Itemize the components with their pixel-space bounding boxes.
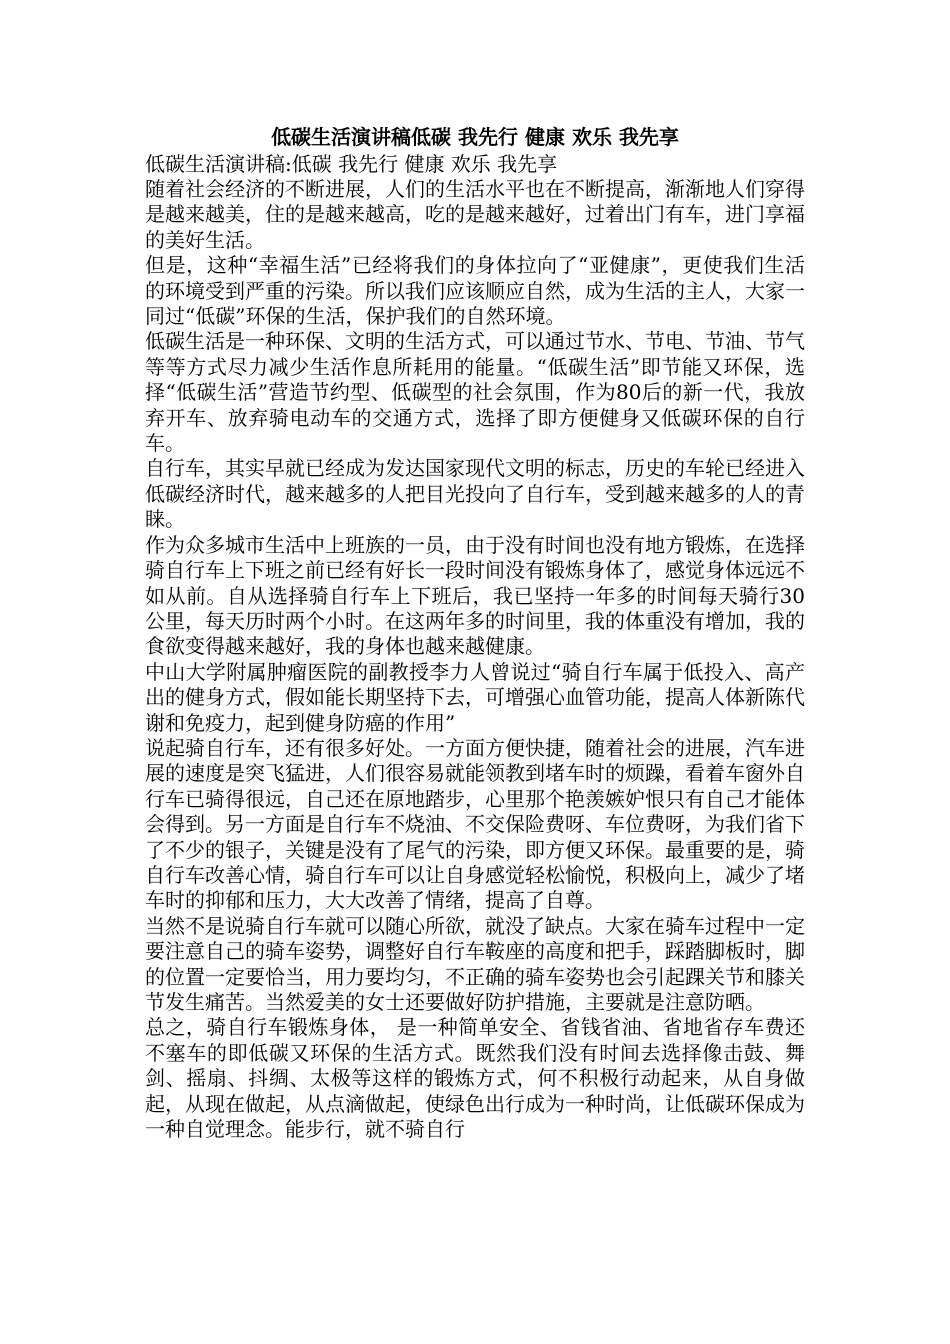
paragraph: 作为众多城市生活中上班族的一员，由于没有时间也没有地方锻炼，在选择骑自行车上下班之前已经有好长一段时间没有锻炼身体了，感觉身体远远不如从前。自从选择骑自行车上下班后，我已坚持一年多的时间每天骑行30公里，每天历时两个小时。在这两年多的时间里，我的体重没有增加，我的食欲变得越来越好，我的身体也越来越健康。 xyxy=(145,532,805,659)
paragraph: 说起骑自行车，还有很多好处。一方面方便快捷，随着社会的进展，汽车进展的速度是突飞猛进，人们很容易就能领教到堵车时的烦躁，看着车窗外自行车已骑得很远，自己还在原地踏步，心里那个艳羡嫉妒恨只有自己才能体会得到。另一方面是自行车不烧油、不交保险费呀、车位费呀，为我们省下了不少的银子，关键是没有了尾气的污染，即方便又环保。最重要的是，骑自行车改善心情，骑自行车可以让自身感觉轻松愉悦，积极向上，减少了堵车时的抑郁和压力，大大改善了情绪，提高了自尊。 xyxy=(145,735,805,913)
paragraph: 但是，这种“幸福生活”已经将我们的身体拉向了“亚健康”，更使我们生活的环境受到严重的污染。所以我们应该顺应自然，成为生活的主人，大家一同过“低碳”环保的生活，保护我们的自然环境。 xyxy=(145,253,805,329)
paragraph: 总之，骑自行车锻炼身体， 是一种简单安全、省钱省油、省地省存车费还不塞车的即低碳又环保的生活方式。既然我们没有时间去选择像击鼓、舞剑、摇扇、抖绸、太极等这样的锻炼方式，何不积极行动起来，从自身做起，从现在做起，从点滴做起，使绿色出行成为一种时尚，让低碳环保成为一种自觉理念。能步行，就不骑自行 xyxy=(145,1015,805,1142)
document-subtitle: 低碳生活演讲稿:低碳 我先行 健康 欢乐 我先享 xyxy=(145,152,558,176)
paragraph: 低碳生活是一种环保、文明的生活方式，可以通过节水、节电、节油、节气等等方式尽力减少生活作息所耗用的能量。“低碳生活”即节能又环保，选择“低碳生活”营造节约型、低碳型的社会氛围，作为80后的新一代，我放弃开车、放弃骑电动车的交通方式，选择了即方便健身又低碳环保的自行车。 xyxy=(145,329,805,456)
document-body xyxy=(145,122,805,1142)
document-title: 低碳生活演讲稿低碳 我先行 健康 欢乐 我先享 xyxy=(271,125,679,149)
paragraph: 当然不是说骑自行车就可以随心所欲，就没了缺点。大家在骑车过程中一定要注意自己的骑车姿势，调整好自行车鞍座的高度和把手，踩踏脚板时，脚的位置一定要恰当，用力要均匀，不正确的骑车姿势也会引起踝关节和膝关节发生痛苦。当然爱美的女士还要做好防护措施，主要就是注意防晒。 xyxy=(145,913,805,1014)
paragraph: 随着社会经济的不断进展，人们的生活水平也在不断提高，渐渐地人们穿得是越来越美，住的是越来越高，吃的是越来越好，过着出门有车，进门享福的美好生活。 xyxy=(145,177,805,252)
paragraph: 自行车，其实早就已经成为发达国家现代文明的标志，历史的车轮已经进入低碳经济时代，越来越多的人把目光投向了自行车，受到越来越多的人的青睐。 xyxy=(145,456,805,532)
paragraph: 中山大学附属肿瘤医院的副教授李力人曾说过“骑自行车属于低投入、高产出的健身方式，假如能长期坚持下去，可增强心血管功能，提高人体新陈代谢和免疫力，起到健身防癌的作用” xyxy=(145,659,805,735)
